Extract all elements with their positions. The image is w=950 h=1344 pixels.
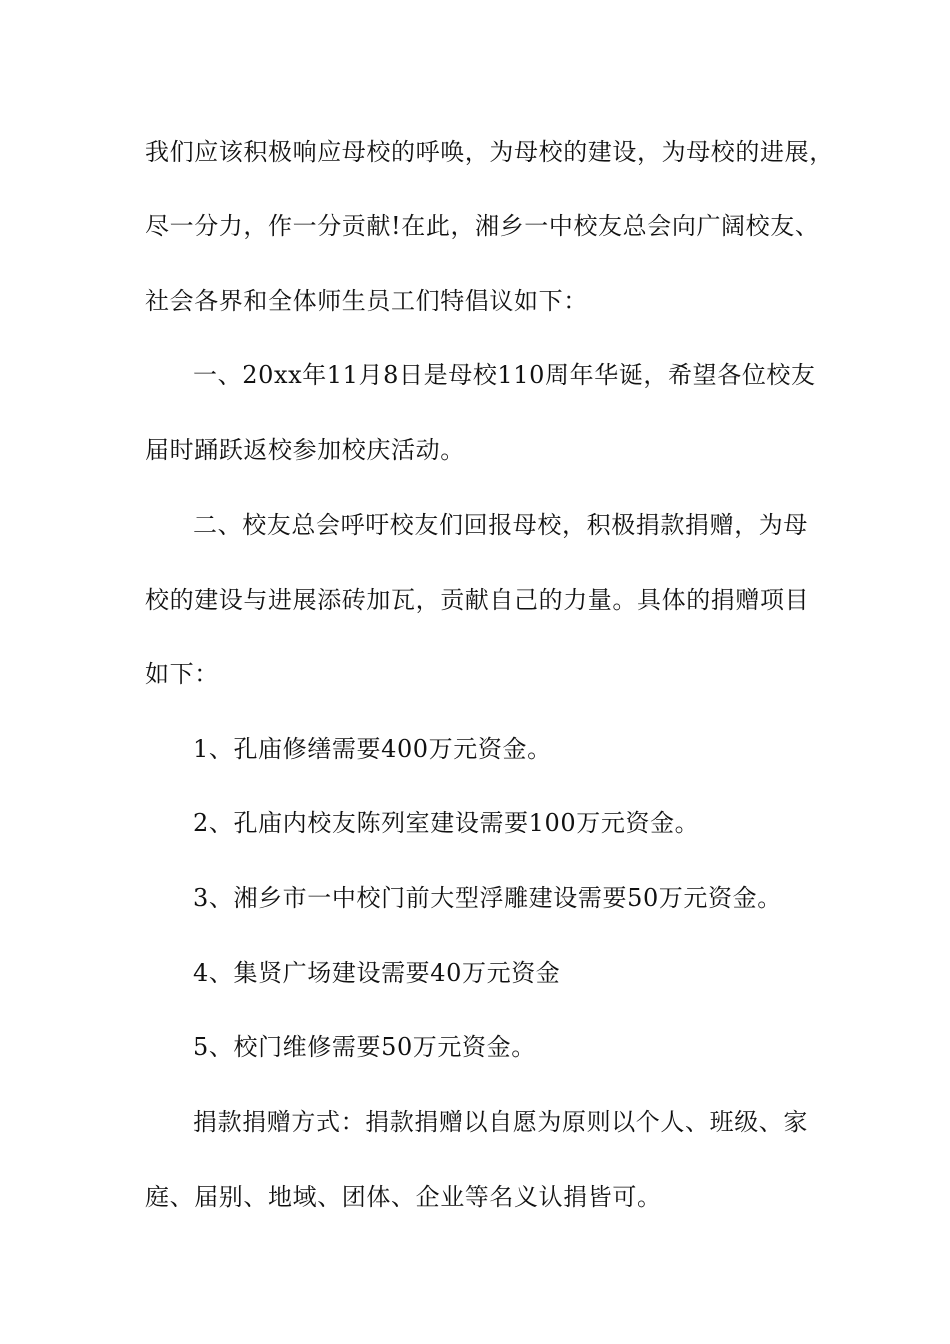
- text-line-7: 校的建设与进展添砖加瓦，贡献自己的力量。具体的捐赠项目: [145, 586, 810, 614]
- text-line-12: 4、集贤广场建设需要40万元资金: [193, 959, 561, 987]
- text-line-15: 庭、届别、地域、团体、企业等名义认捐皆可。: [145, 1183, 662, 1211]
- text-line-9: 1、孔庙修缮需要400万元资金。: [193, 735, 552, 763]
- text-line-6: 二、校友总会呼吁校友们回报母校，积极捐款捐赠，为母: [193, 511, 808, 539]
- text-line-13: 5、校门维修需要50万元资金。: [193, 1033, 536, 1061]
- text-line-3: 社会各界和全体师生员工们特倡议如下：: [145, 287, 588, 315]
- text-line-8: 如下：: [145, 660, 219, 688]
- text-line-1: 我们应该积极响应母校的呼唤，为母校的建设，为母校的进展，: [145, 138, 834, 166]
- text-line-10: 2、孔庙内校友陈列室建设需要100万元资金。: [193, 809, 700, 837]
- text-line-11: 3、湘乡市一中校门前大型浮雕建设需要50万元资金。: [193, 884, 782, 912]
- text-line-5: 届时踊跃返校参加校庆活动。: [145, 436, 465, 464]
- text-line-14: 捐款捐赠方式：捐款捐赠以自愿为原则以个人、班级、家: [193, 1108, 808, 1136]
- text-line-4: 一、20xx年11月8日是母校110周年华诞，希望各位校友: [193, 361, 816, 389]
- text-line-2: 尽一分力，作一分贡献!在此，湘乡一中校友总会向广阔校友、: [145, 212, 820, 240]
